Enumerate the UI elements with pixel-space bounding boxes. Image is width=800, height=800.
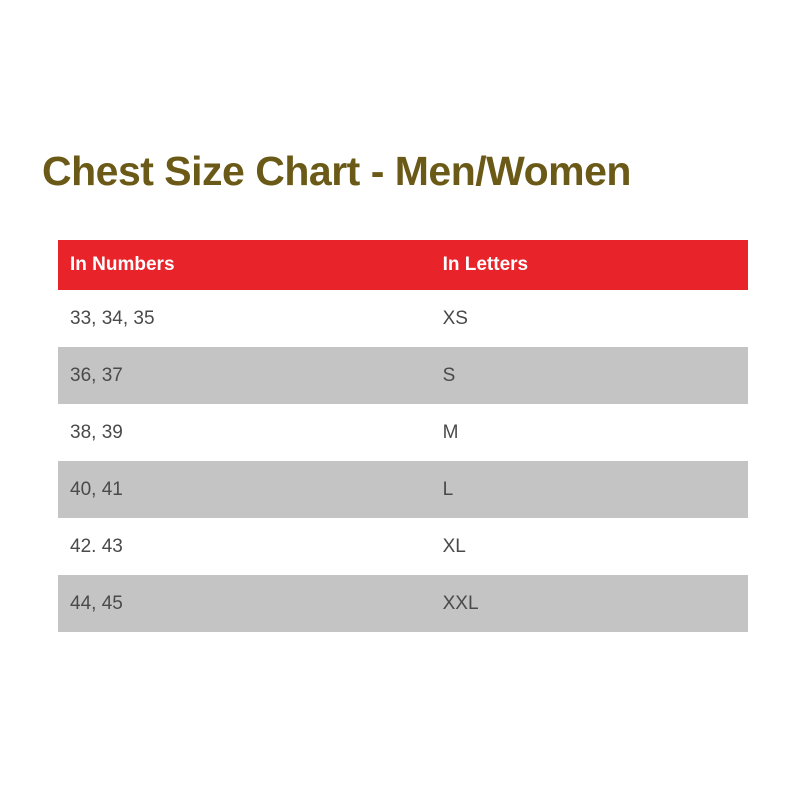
chest-size-table <box>58 240 748 632</box>
cell-numbers: 38, 39 <box>58 404 431 461</box>
cell-letters: S <box>431 347 748 404</box>
table-row <box>58 404 748 461</box>
cell-letters: XXL <box>431 575 748 632</box>
cell-letters: XL <box>431 518 748 575</box>
cell-letters: M <box>431 404 748 461</box>
table-body <box>58 290 748 632</box>
column-header-in-letters: In Letters <box>431 240 748 290</box>
cell-numbers: 42. 43 <box>58 518 431 575</box>
cell-letters: XS <box>431 290 748 347</box>
cell-numbers: 40, 41 <box>58 461 431 518</box>
table-header <box>58 240 748 290</box>
column-header-in-numbers: In Numbers <box>58 240 431 290</box>
table-row <box>58 518 748 575</box>
table-row <box>58 347 748 404</box>
page-title: Chest Size Chart - Men/Women <box>42 148 631 194</box>
cell-letters: L <box>431 461 748 518</box>
cell-numbers: 36, 37 <box>58 347 431 404</box>
table-row <box>58 575 748 632</box>
table-header-row <box>58 240 748 290</box>
cell-numbers: 44, 45 <box>58 575 431 632</box>
table-row <box>58 461 748 518</box>
cell-numbers: 33, 34, 35 <box>58 290 431 347</box>
table-row <box>58 290 748 347</box>
